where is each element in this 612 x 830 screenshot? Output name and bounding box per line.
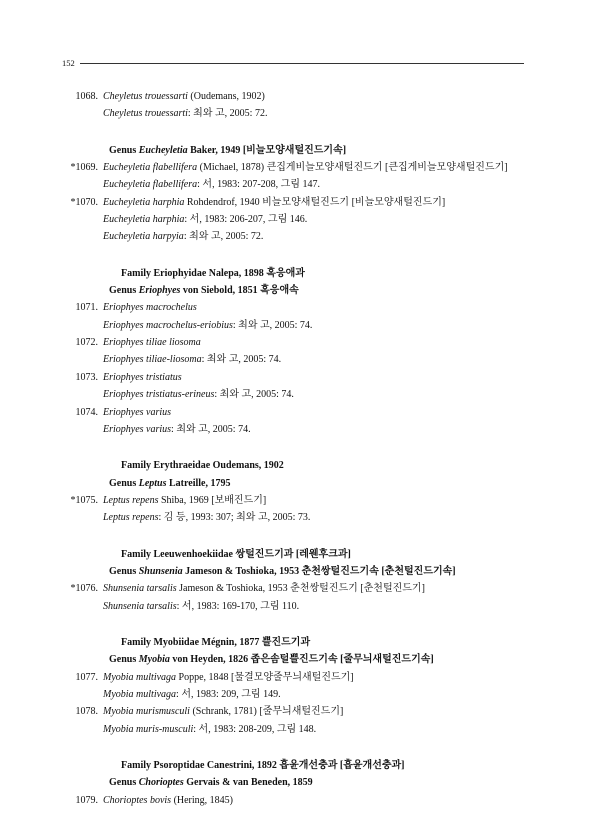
citation-text — [103, 598, 299, 615]
author-info: Rohdendrof, 1940 비늘모양새털진드기 [비늘모양새털진드기] — [184, 196, 446, 208]
entry-line — [0, 334, 612, 351]
entry-text — [103, 492, 266, 509]
section-gap — [0, 527, 612, 546]
entry-number: 1079. — [75, 794, 98, 806]
scientific-name: Myobia multivaga — [103, 688, 177, 700]
citation-text — [103, 509, 310, 526]
genus-heading — [109, 651, 434, 668]
genus-author: Baker, 1949 [비늘모양새털진드기속] — [187, 144, 347, 156]
genus-author: von Heyden, 1826 좁은솜털쁠진드기속 [줄무늬새털진드기속] — [169, 654, 434, 666]
entry-text — [103, 669, 354, 686]
entry-number: 1071. — [75, 302, 98, 314]
entry-text — [103, 334, 201, 351]
citation-text — [103, 721, 316, 738]
author-info: (Michael, 1878) 큰집게비늘모양새털진드기 [큰집게비늘모양새털진드기] — [197, 162, 508, 174]
entry-number: *1076. — [70, 583, 98, 595]
family-line — [0, 265, 612, 282]
entry-number: 1073. — [75, 371, 98, 383]
citation-ref: : 서, 1983: 206-207, 그림 146. — [184, 214, 308, 226]
citation-ref: : 최와 고, 2005: 74. — [171, 423, 251, 435]
citation-text — [103, 421, 251, 438]
cite-line — [0, 686, 612, 703]
scientific-name: Eriophyes tristiatus-erineus — [103, 389, 215, 401]
entry-line — [0, 404, 612, 421]
family-heading: Family Psoroptidae Canestrini, 1892 흡윤개선충과 [흡윤개선충과] — [121, 760, 405, 771]
genus-heading — [109, 282, 299, 299]
family-heading: Family Leeuwenhoekiidae 쌍털진드기과 [레웬후크과] — [121, 548, 351, 560]
scientific-name: Eriophyes macrochelus — [103, 302, 197, 314]
citation-text — [103, 686, 281, 703]
family-line — [0, 757, 612, 774]
section-gap — [0, 123, 612, 142]
entry-number: *1069. — [70, 162, 98, 174]
entry-line — [0, 299, 612, 316]
scientific-name: Cheyletus trouessarti — [103, 91, 188, 102]
genus-line — [0, 651, 612, 668]
citation-ref: : 최와 고, 2005: 74. — [232, 319, 313, 331]
scientific-name: Eriophyes tiliae-liosoma — [103, 354, 202, 366]
entry-line — [0, 580, 612, 597]
entry-text — [103, 88, 265, 105]
scientific-name: Leptus repens — [103, 512, 159, 524]
genus-name: Eucheyletia — [138, 144, 188, 156]
scientific-name: Leptus repens — [103, 494, 159, 506]
scientific-name: Shunsenia tarsalis — [103, 583, 177, 595]
cite-line — [0, 598, 612, 615]
genus-heading — [109, 563, 456, 580]
author-info: Jameson & Toshioka, 1953 춘천쌍털진드기 [춘천털진드기] — [176, 583, 425, 595]
cite-line — [0, 509, 612, 526]
entry-text — [103, 159, 508, 176]
cite-line — [0, 317, 612, 334]
genus-author: Jameson & Toshioka, 1953 춘천쌍털진드기속 [춘천털진드기속] — [182, 565, 456, 577]
genus-name: Leptus — [138, 477, 167, 489]
entry-number: *1075. — [70, 494, 98, 506]
citation-ref: : 최와 고, 2005: 74. — [201, 354, 282, 366]
citation-ref: : 최와 고, 2005: 74. — [214, 389, 294, 401]
scientific-name: Eriophyes tristiatus — [103, 371, 182, 383]
citation-text — [103, 386, 294, 403]
scientific-name: Eriophyes varius — [103, 406, 172, 418]
citation-ref: : 김 등, 1993: 307; 최와 고, 2005: 73. — [158, 512, 311, 524]
genus-line — [0, 142, 612, 159]
family-line — [0, 546, 612, 563]
cite-line — [0, 176, 612, 193]
entry-text — [103, 369, 182, 386]
section-gap — [0, 615, 612, 634]
cite-line — [0, 351, 612, 368]
scientific-name: Eucheyletia flabellifera — [103, 162, 198, 174]
genus-author: von Siebold, 1851 혹응애속 — [180, 285, 299, 297]
species-list — [0, 88, 612, 809]
header-rule — [80, 63, 524, 64]
entry-line — [0, 669, 612, 686]
genus-label: Genus — [109, 565, 139, 577]
citation-text — [103, 211, 307, 228]
scientific-name: Eucheyletia harphia — [103, 196, 185, 208]
cite-line — [0, 386, 612, 403]
citation-ref: : 서, 1983: 207-208, 그림 147. — [197, 179, 321, 191]
entry-text — [103, 299, 197, 316]
scientific-name: Cheyletus trouessarti — [103, 108, 188, 120]
entry-line — [0, 369, 612, 386]
scientific-name: Eriophyes varius — [103, 423, 172, 435]
genus-label: Genus — [109, 777, 139, 789]
author-info: Poppe, 1848 [물결모양줄무늬새털진드기] — [176, 671, 354, 683]
scientific-name: Eriophyes macrochelus-eriobius — [103, 319, 233, 331]
scientific-name: Myobia multivaga — [103, 671, 177, 683]
citation-ref: : 서, 1983: 208-209, 그림 148. — [193, 723, 317, 735]
citation-text — [103, 317, 312, 334]
section-gap — [0, 246, 612, 265]
genus-name: Myobia — [138, 654, 170, 666]
scientific-name: Eucheyletia flabellifera — [103, 179, 198, 191]
entry-number: *1070. — [70, 196, 98, 208]
citation-ref: : 서, 1983: 209, 그림 149. — [176, 688, 281, 700]
genus-label: Genus — [109, 285, 139, 297]
entry-line — [0, 792, 612, 809]
section-gap — [0, 738, 612, 757]
entry-text — [103, 703, 343, 720]
entry-line — [0, 88, 612, 105]
author-info: (Schrank, 1781) [줄무늬새털진드기] — [189, 706, 344, 718]
genus-line — [0, 475, 612, 492]
genus-heading — [109, 774, 313, 791]
cite-line — [0, 421, 612, 438]
genus-name: Eriophyes — [138, 285, 181, 297]
scientific-name: Eucheyletia harphia — [103, 214, 185, 226]
family-heading: Family Eriophyidae Nalepa, 1898 혹응애과 — [121, 267, 305, 279]
scientific-name: Myobia murismusculi — [103, 706, 190, 718]
genus-author: Gervais & van Beneden, 1859 — [183, 777, 313, 789]
family-line — [0, 634, 612, 651]
entry-line — [0, 492, 612, 509]
family-heading: Family Erythraeidae Oudemans, 1902 — [121, 460, 284, 472]
scientific-name: Chorioptes bovis — [103, 794, 172, 806]
entry-text — [103, 792, 233, 809]
entry-line — [0, 194, 612, 211]
author-info: (Oudemans, 1902) — [187, 91, 265, 102]
cite-line — [0, 228, 612, 245]
author-info: Shiba, 1969 [보배진드기] — [158, 494, 267, 506]
citation-ref: : 최와 고, 2005: 72. — [183, 231, 264, 243]
citation-ref: : 최와 고, 2005: 72. — [187, 108, 268, 120]
entry-text — [103, 404, 171, 421]
citation-text — [103, 105, 267, 122]
cite-line — [0, 211, 612, 228]
citation-text — [103, 176, 320, 193]
entry-line — [0, 159, 612, 176]
citation-text — [103, 228, 263, 245]
entry-number: 1074. — [75, 406, 98, 418]
genus-name: Shunsenia — [138, 565, 183, 577]
cite-line — [0, 721, 612, 738]
scientific-name: Eriophyes tiliae liosoma — [103, 337, 201, 349]
entry-text — [103, 580, 425, 597]
cite-line — [0, 105, 612, 122]
scientific-name: Eucheyletia harpyia — [103, 231, 184, 243]
genus-label: Genus — [109, 654, 139, 666]
genus-heading — [109, 475, 231, 492]
scientific-name: Shunsenia tarsalis — [103, 600, 177, 612]
page-number: 152 — [62, 58, 75, 68]
entry-text — [103, 194, 445, 211]
citation-ref: : 서, 1983: 169-170, 그림 110. — [176, 600, 300, 612]
genus-line — [0, 774, 612, 791]
genus-line — [0, 563, 612, 580]
entry-number: 1077. — [75, 671, 98, 683]
genus-label: Genus — [109, 477, 139, 489]
genus-label: Genus — [109, 144, 139, 156]
genus-heading — [109, 142, 346, 159]
genus-author: Latreille, 1795 — [166, 477, 231, 489]
family-heading: Family Myobiidae Mégnin, 1877 쁠진드기과 — [121, 636, 311, 648]
entry-number: 1072. — [75, 337, 98, 349]
entry-line — [0, 703, 612, 720]
entry-number: 1078. — [75, 706, 98, 718]
genus-line — [0, 282, 612, 299]
family-line — [0, 457, 612, 474]
genus-name: Chorioptes — [138, 777, 184, 789]
citation-text — [103, 351, 281, 368]
author-info: (Hering, 1845) — [171, 794, 233, 806]
section-gap — [0, 438, 612, 457]
entry-number: 1068. — [75, 91, 98, 102]
scientific-name: Myobia muris-musculi — [103, 723, 194, 735]
